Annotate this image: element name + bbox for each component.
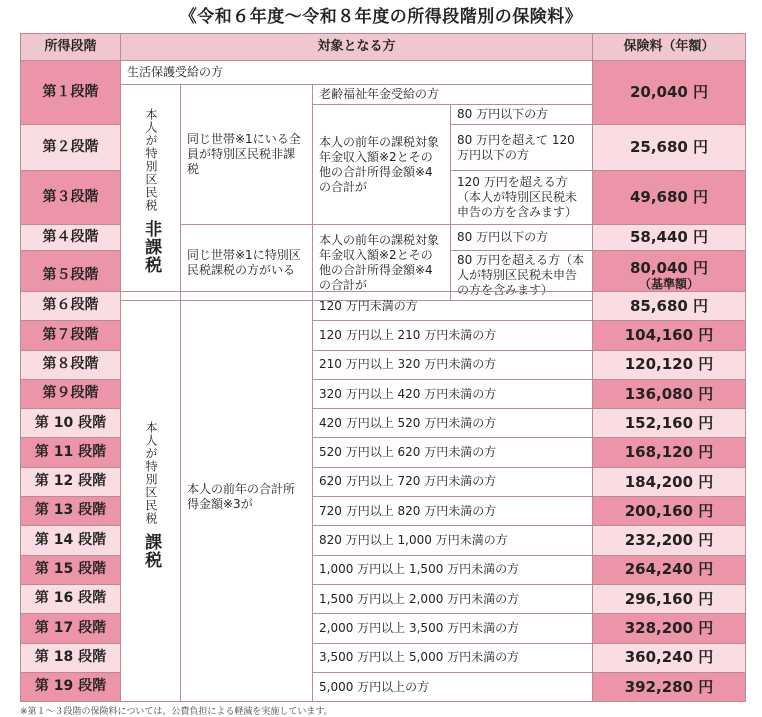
header-level: 所得段階 — [21, 34, 121, 61]
amount-cell: 328,200 円 — [593, 614, 746, 643]
level-cell: 第４段階 — [21, 225, 121, 251]
amount-cell: 85,680 円 — [593, 292, 746, 321]
amount-cell: 136,080 円 — [593, 379, 746, 408]
level-cell: 第 10 段階 — [21, 409, 121, 438]
level-cell: 第２段階 — [21, 125, 121, 171]
income-range: 1,500 万円以上 2,000 万円未満の方 — [313, 584, 593, 613]
livelihood-text: 生活保護受給の方 — [121, 61, 593, 85]
level-cell: 第 18 段階 — [21, 643, 121, 672]
household-nontax-text: 同じ世帯※1にいる全員が特別区民税非課税 — [181, 85, 313, 225]
amount-cell: 58,440 円 — [593, 225, 746, 251]
level-cell: 第９段階 — [21, 379, 121, 408]
income-criteria-text: 本人の前年の課税対象年金収入額※2とその他の合計所得金額※4の合計が — [313, 105, 451, 225]
page-title: 《令和６年度〜令和８年度の所得段階別の保険料》 — [179, 7, 583, 27]
household-tax-text: 同じ世帯※1に特別区民税課税の方がいる — [181, 225, 313, 301]
income-range: 120 万円未満の方 — [313, 292, 593, 321]
income-range: 820 万円以上 1,000 万円未満の方 — [313, 526, 593, 555]
amount-cell: 152,160 円 — [593, 409, 746, 438]
amount-cell: 296,160 円 — [593, 584, 746, 613]
level-cell: 第３段階 — [21, 171, 121, 225]
income-range: 720 万円以上 820 万円未満の方 — [313, 497, 593, 526]
table-row — [21, 292, 746, 321]
amount-cell: 392,280 円 — [593, 672, 746, 701]
level-cell: 第８段階 — [21, 350, 121, 379]
income-range: 5,000 万円以上の方 — [313, 672, 593, 701]
criteria-range: 80 万円を超える方（本人が特別区民税未申告の方を含みます） — [451, 251, 593, 301]
taxed-table — [20, 291, 746, 702]
level-cell: 第 15 段階 — [21, 555, 121, 584]
level-cell: 第 13 段階 — [21, 497, 121, 526]
level-cell: 第 17 段階 — [21, 614, 121, 643]
standard-note: （基準額） — [639, 277, 700, 292]
level-cell: 第 12 段階 — [21, 467, 121, 496]
taxed-criteria-text: 本人の前年の合計所得金額※3が — [181, 292, 313, 702]
level-cell: 第 14 段階 — [21, 526, 121, 555]
header-row — [21, 34, 746, 61]
income-range: 210 万円以上 320 万円未満の方 — [313, 350, 593, 379]
amount-value: 80,040 円 — [629, 258, 709, 277]
old-age-pension-text: 老齢福祉年金受給の方 — [313, 85, 593, 105]
premium-table — [20, 33, 746, 301]
amount-cell: 20,040 円 — [593, 61, 746, 125]
header-premium: 保険料（年額） — [593, 34, 746, 61]
amount-cell: 184,200 円 — [593, 467, 746, 496]
level-cell: 第６段階 — [21, 292, 121, 321]
amount-cell: 232,200 円 — [593, 526, 746, 555]
nontax-side-label: 本人が特別区民税 非課税 — [121, 85, 181, 301]
level-cell: 第 16 段階 — [21, 584, 121, 613]
income-range: 120 万円以上 210 万円未満の方 — [313, 321, 593, 350]
level-cell: 第７段階 — [21, 321, 121, 350]
amount-cell: 360,240 円 — [593, 643, 746, 672]
amount-cell: 200,160 円 — [593, 497, 746, 526]
taxed-side-label: 本人が特別区民税 課税 — [121, 292, 181, 702]
income-criteria-text: 本人の前年の課税対象年金収入額※2とその他の合計所得金額※4の合計が — [313, 225, 451, 301]
criteria-range: 80 万円を超えて 120 万円以下の方 — [451, 125, 593, 171]
amount-cell: 120,120 円 — [593, 350, 746, 379]
amount-cell: 25,680 円 — [593, 125, 746, 171]
criteria-range: 80 万円以下の方 — [451, 105, 593, 125]
income-range: 2,000 万円以上 3,500 万円未満の方 — [313, 614, 593, 643]
income-range: 3,500 万円以上 5,000 万円未満の方 — [313, 643, 593, 672]
level-cell: 第 11 段階 — [21, 438, 121, 467]
footnote: ※第１～３段階の保険料については、公費負担による軽減を実施しています。 — [20, 707, 333, 717]
amount-cell: 264,240 円 — [593, 555, 746, 584]
level-cell: 第５段階 — [21, 251, 121, 301]
criteria-range: 80 万円以下の方 — [451, 225, 593, 251]
income-range: 420 万円以上 520 万円未満の方 — [313, 409, 593, 438]
level-cell: 第１段階 — [21, 61, 121, 125]
income-range: 520 万円以上 620 万円未満の方 — [313, 438, 593, 467]
criteria-range: 120 万円を超える方（本人が特別区民税未申告の方を含みます） — [451, 171, 593, 225]
income-range: 620 万円以上 720 万円未満の方 — [313, 467, 593, 496]
amount-cell: 49,680 円 — [593, 171, 746, 225]
income-range: 320 万円以上 420 万円未満の方 — [313, 379, 593, 408]
header-target: 対象となる方 — [121, 34, 593, 61]
amount-cell: 104,160 円 — [593, 321, 746, 350]
income-range: 1,000 万円以上 1,500 万円未満の方 — [313, 555, 593, 584]
level-cell: 第 19 段階 — [21, 672, 121, 701]
table-row — [21, 61, 746, 85]
amount-cell: 168,120 円 — [593, 438, 746, 467]
